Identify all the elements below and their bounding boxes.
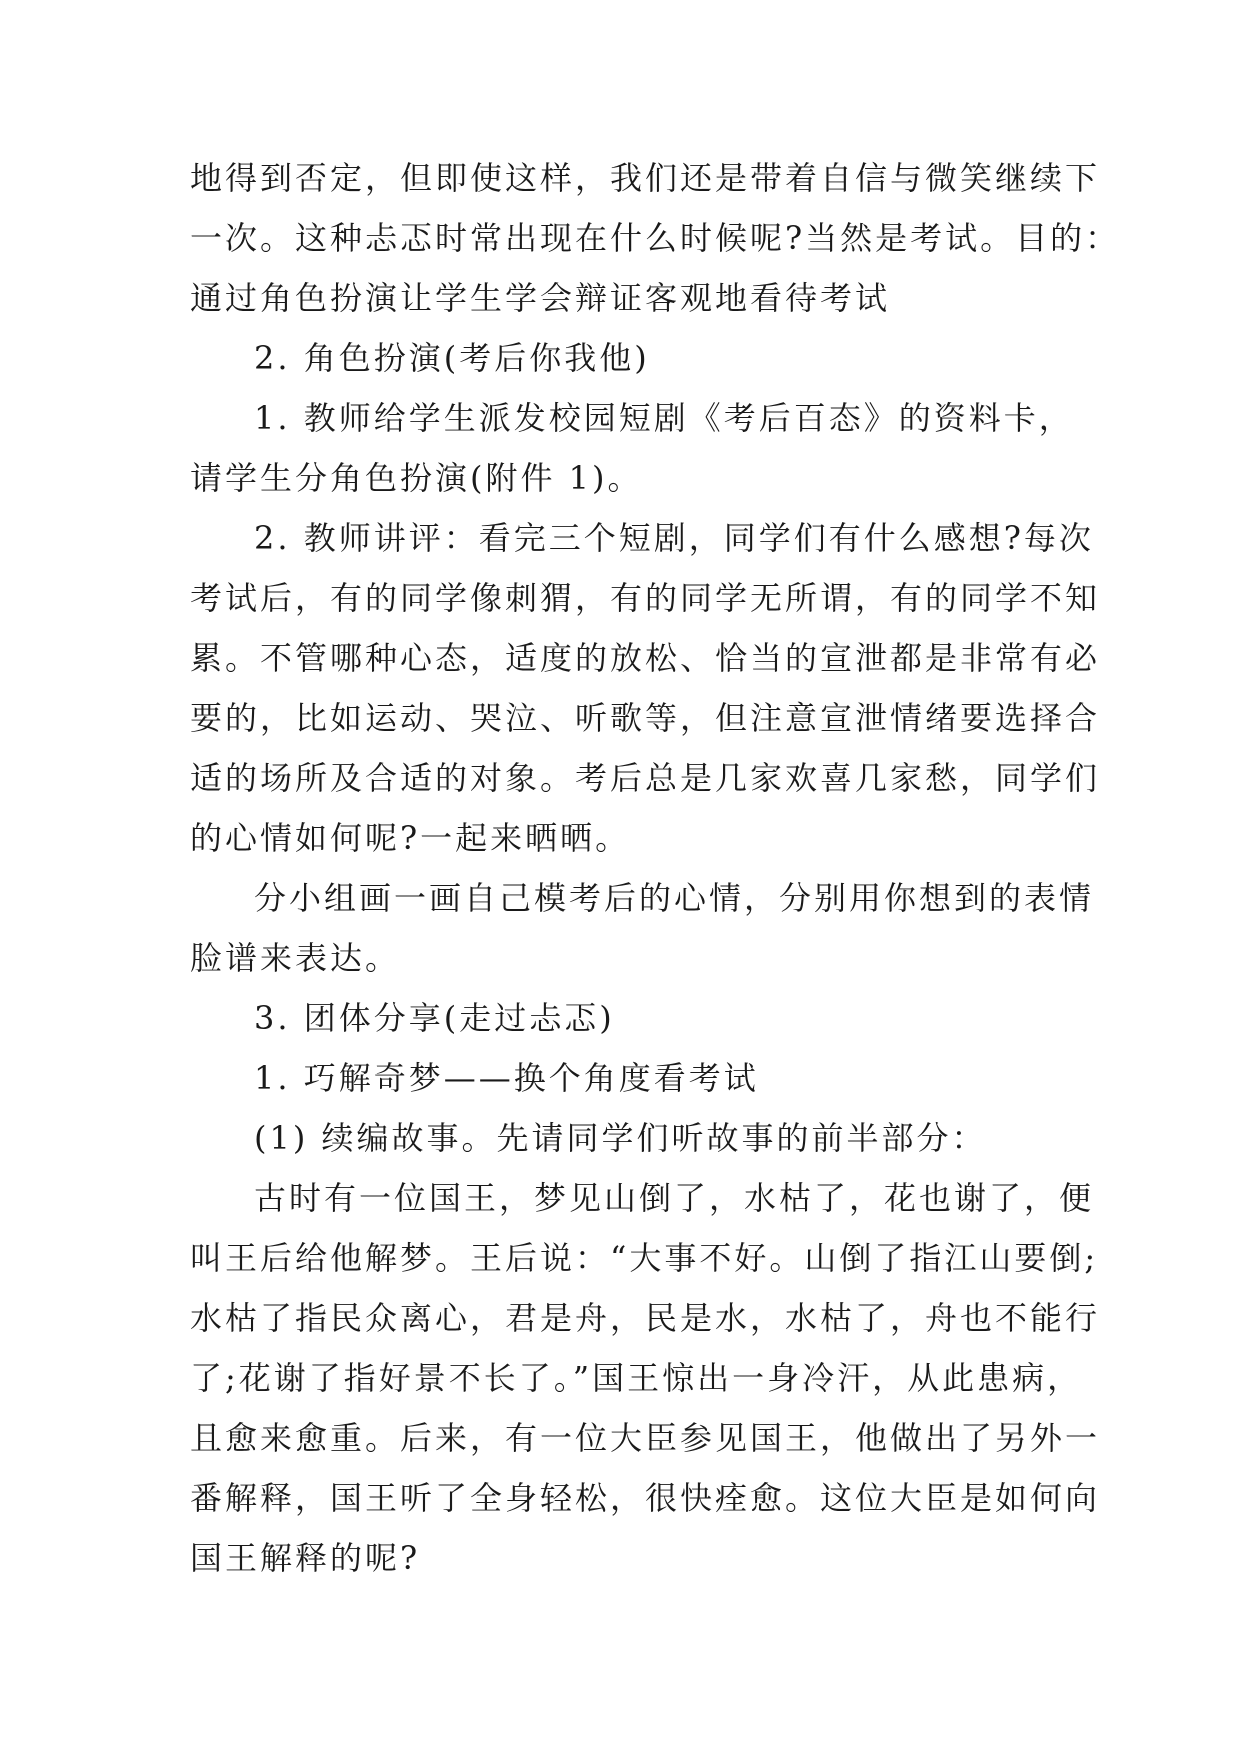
text-line: 通过角色扮演让学生学会辩证客观地看待考试: [190, 279, 891, 317]
text-line: 番解释，国王听了全身轻松，很快痊愈。这位大臣是如何向: [190, 1479, 1101, 1517]
heading-line: (1) 续编故事。先请同学们听故事的前半部分：: [254, 1119, 987, 1157]
text-line: 累。不管哪种心态，适度的放松、恰当的宣泄都是非常有必: [190, 639, 1101, 677]
heading-line: 1. 巧解奇梦——换个角度看考试: [254, 1059, 759, 1097]
paragraph-step-1: [190, 388, 1074, 508]
text-line: 要的，比如运动、哭泣、听歌等，但注意宣泄情绪要选择合: [190, 699, 1101, 737]
subheading-continue-story: [190, 1108, 1070, 1168]
heading-line: 2. 角色扮演(考后你我他): [254, 339, 650, 377]
text-line: 国王解释的呢?: [190, 1539, 421, 1577]
paragraph-story: [190, 1168, 1101, 1588]
text-line: 考试后，有的同学像刺猬，有的同学无所谓，有的同学不知: [190, 579, 1101, 617]
text-line: 2. 教师讲评：看完三个短剧，同学们有什么感想?每次: [254, 519, 1094, 557]
text-line: 地得到否定，但即使这样，我们还是带着自信与微笑继续下: [190, 159, 1101, 197]
text-line: 水枯了指民众离心，君是舟，民是水，水枯了，舟也不能行: [190, 1299, 1101, 1337]
paragraph-group-drawing: [190, 868, 1095, 988]
text-line: 古时有一位国王，梦见山倒了，水枯了，花也谢了，便: [254, 1179, 1095, 1217]
text-line: 一次。这种忐忑时常出现在什么时候呢?当然是考试。目的：: [190, 219, 1121, 257]
text-line: 的心情如何呢?一起来晒晒。: [190, 819, 631, 857]
section-heading-role-play: [190, 328, 1070, 388]
text-line: 请学生分角色扮演(附件 1)。: [190, 459, 643, 497]
text-line: 叫王后给他解梦。王后说：“大事不好。山倒了指江山要倒;: [190, 1239, 1099, 1277]
text-line: 分小组画一画自己模考后的心情，分别用你想到的表情: [254, 879, 1095, 917]
heading-line: 3. 团体分享(走过忐忑): [254, 999, 615, 1037]
text-line: 脸谱来表达。: [190, 939, 401, 977]
body-text: [190, 148, 1121, 1588]
text-line: 且愈来愈重。后来，有一位大臣参见国王，他做出了另外一: [190, 1419, 1101, 1457]
paragraph-step-2: [190, 508, 1101, 868]
subheading-dream: [190, 1048, 1070, 1108]
text-line: 适的场所及合适的对象。考后总是几家欢喜几家愁，同学们: [190, 759, 1101, 797]
text-line: 1. 教师给学生派发校园短剧《考后百态》的资料卡，: [254, 399, 1074, 437]
text-line: 了;花谢了指好景不长了。”国王惊出一身冷汗，从此患病，: [190, 1359, 1083, 1397]
section-heading-group-share: [190, 988, 1070, 1048]
paragraph-intro: [190, 148, 1121, 328]
